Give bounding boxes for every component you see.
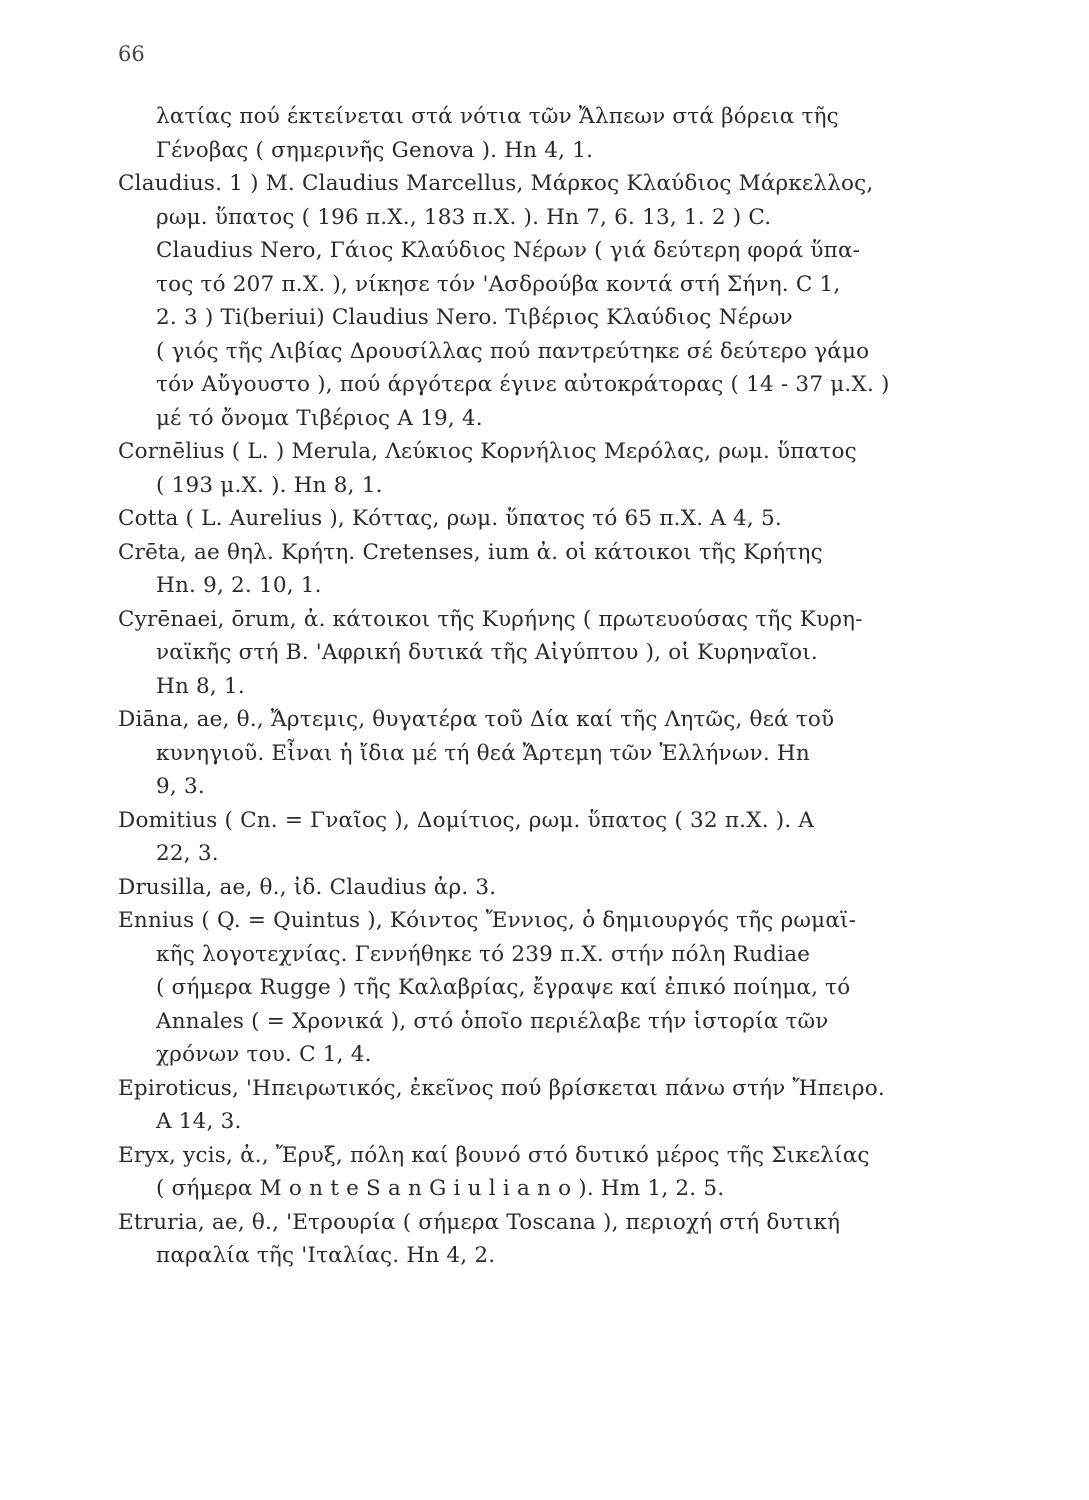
entry-ennius: Ennius ( Q. = Quintus ), Κόιντος Ἔννιος, ὁ δημιουργός τῆς ρωμαϊ- κῆς λογοτεχνίας. Γεννήθηκε τό 239 π.Χ. στήν πόλη Rudiae ( σήμερα Rugge ) τῆς Καλαβρίας, ἔγραψε καί ἐπικό ποίημα, τό Annales ( = Χρονικά ), στό ὁποῖο περιέλαβε τήν ἱστορία τῶν χρόνων του. C 1, 4. [118, 908, 857, 1067]
entry-cornelius: Cornēlius ( L. ) Merula, Λεύκιος Κορνήλιος Μερόλας, ρωμ. ὕπατος ( 193 μ.Χ. ). Hn 8, 1. [118, 439, 857, 498]
entry-claudius: Claudius. 1 ) M. Claudius Marcellus, Μάρκος Κλαύδιος Μάρκελλος, ρωμ. ὕπατος ( 196 π.Χ., 183 π.Χ. ). Hn 7, 6. 13, 1. 2 ) C. Claudius Nero, Γάιος Κλαύδιος Νέρων ( γιά δεύτερη φορά ὕπα- τος τό 207 π.Χ. ), νίκησε τόν 'Ασδρούβα κοντά στή Σήνη. C 1, 2. 3 ) Ti(beriui) Claudius Nero. Τιβέριος Κλαύδιος Νέρων ( γιός τῆς Λιβίας Δρουσίλλας πού παντρεύτηκε σέ δεύτερο γάμο τόν Αὔγουστο ), πού άργότερα έγινε αὐτοκράτορας ( 14 - 37 μ.Χ. ) μέ τό ὄνομα Τιβέριος Α 19, 4. [118, 171, 890, 431]
entry-cotta: Cotta ( L. Aurelius ), Κόττας, ρωμ. ὕπατος τό 65 π.Χ. Α 4, 5. [118, 506, 782, 531]
entry-cyrenaei: Cyrēnaei, ōrum, ἀ. κάτοικοι τῆς Κυρήνης ( πρωτευούσας τῆς Κυρη- ναϊκῆς στή Β. 'Αφρική δυτικά τῆς Αἰγύπτου ), οἱ Κυρηναῖοι. Hn 8, 1. [118, 606, 863, 699]
glossary-text [118, 100, 968, 1273]
entry-eryx: Eryx, ycis, ἀ., Ἔρυξ, πόλη καί βουνό στό δυτικό μέρος τῆς Σικελίας ( σήμερα M o n t e S a n G i u l i a n o ). Hm 1, 2. 5. [118, 1142, 870, 1201]
entry-diana: Diāna, ae, θ., Ἄρτεμις, θυγατέρα τοῦ Δία καί τῆς Λητῶς, θεά τοῦ κυνηγιοῦ. Εἶναι ἡ ἴδια μέ τή θεά Ἄρτεμη τῶν Ἑλλήνων. Hn 9, 3. [118, 707, 835, 799]
entry-etruria: Etruria, ae, θ., 'Ετρουρία ( σήμερα Toscana ), περιοχή στή δυτική παραλία τῆς 'Ιταλίας. Hn 4, 2. [118, 1209, 841, 1268]
entry-epiroticus: Epiroticus, 'Ηπειρωτικός, ἐκεῖνος πού βρίσκεται πάνω στήν Ἤπειρο. Α 14, 3. [118, 1075, 885, 1134]
entry-domitius: Domitius ( Cn. = Γναῖος ), Δομίτιος, ρωμ. ὕπατος ( 32 π.Χ. ). Α 22, 3. [118, 807, 815, 866]
entry-creta: Crēta, ae θηλ. Κρήτη. Cretenses, ium ἀ. οἱ κάτοικοι τῆς Κρήτης Hn. 9, 2. 10, 1. [118, 539, 823, 598]
entry-continuation: λατίας πού έκτείνεται στά νότια τῶν Ἄλπεων στά βόρεια τῆς Γένοβας ( σημερινῆς Genova ). Hn 4, 1. [156, 104, 839, 163]
entry-drusilla: Drusilla, ae, θ., ἰδ. Claudius ἀρ. 3. [118, 874, 497, 900]
page-number: 66 [118, 42, 145, 66]
